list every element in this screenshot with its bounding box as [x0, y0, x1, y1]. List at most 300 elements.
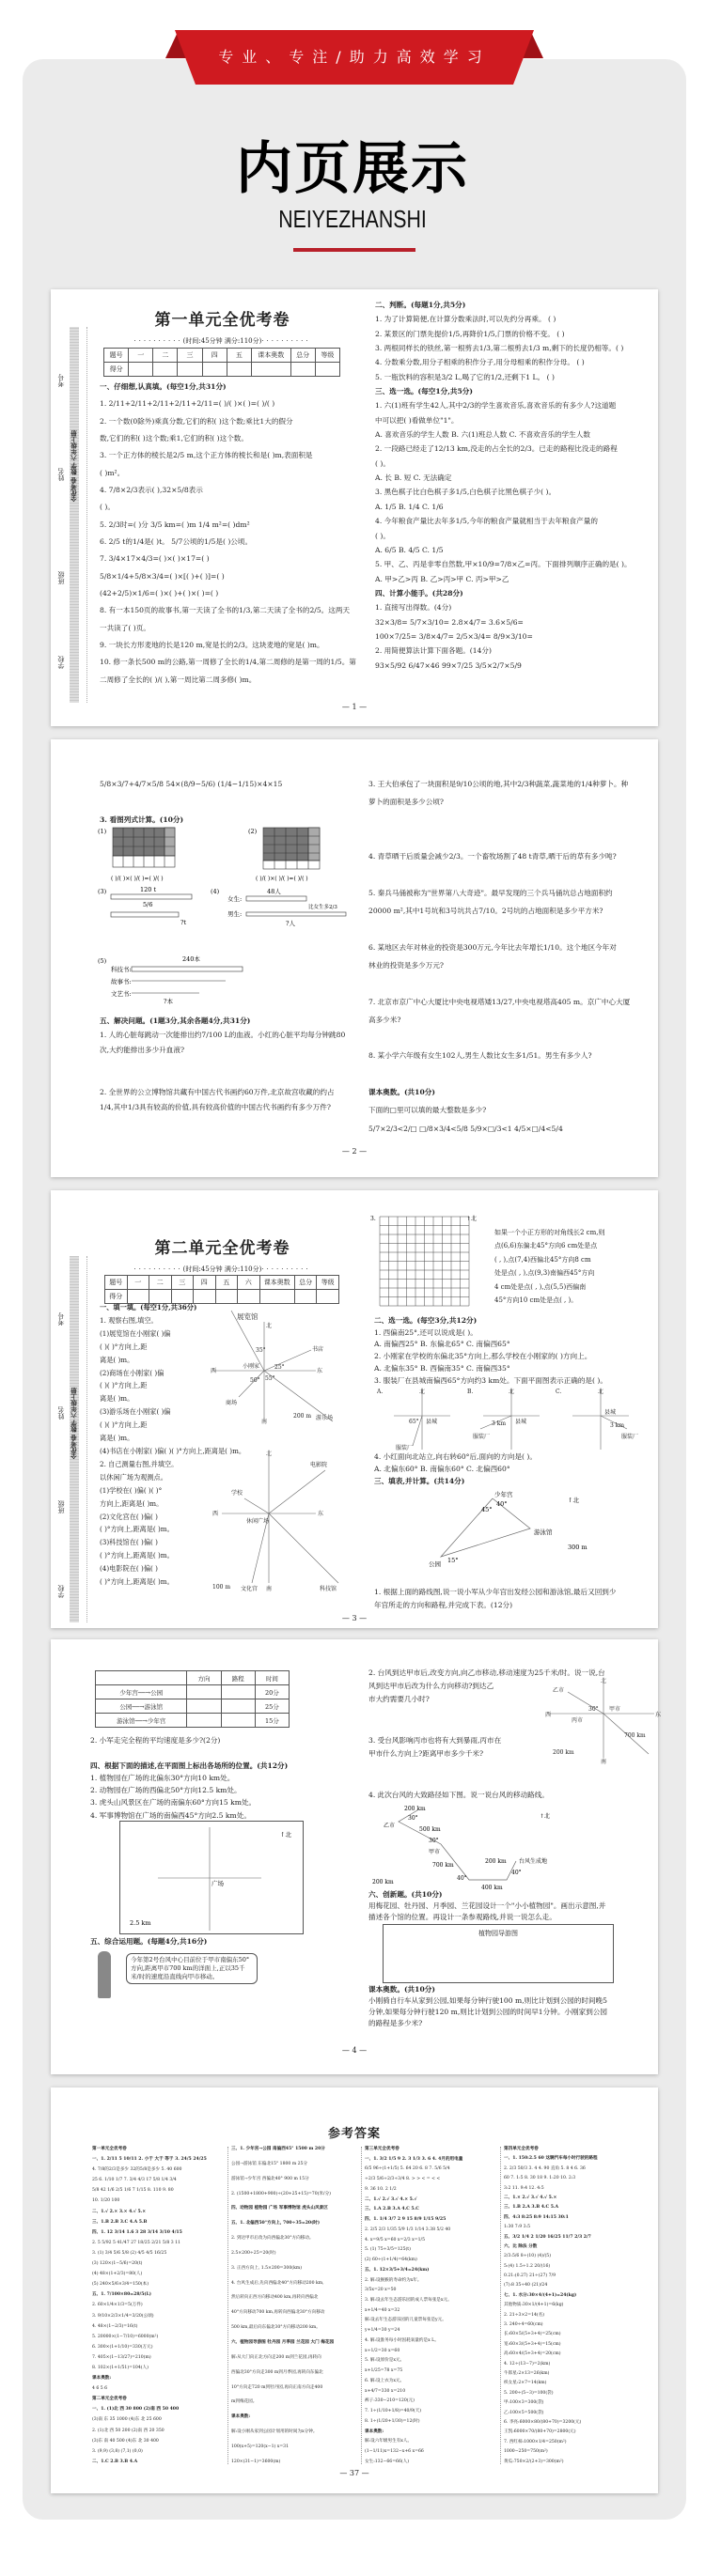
scale-label: 300 m [568, 1544, 588, 1551]
label-cinema: 电影院 [310, 1462, 328, 1468]
label-north: 北 [266, 1451, 273, 1457]
table-cell: 五 [215, 1276, 238, 1290]
text-line: 风到达甲市后改为什么方向移动?到达乙 [368, 1681, 494, 1690]
text-line: 1:30 7:9 3:5 [504, 2225, 531, 2230]
text-line: 5:(4) 1.5÷1.2 20/(16) [504, 2263, 551, 2269]
angle-2: 45° [481, 1506, 493, 1513]
label-angle: 65° [409, 1419, 419, 1425]
title-underline [293, 248, 415, 252]
label-name: 姓名 [57, 1406, 65, 1420]
text-line: 二、1.√ 2.× 3.× 4.√ 5.× [92, 2209, 147, 2214]
table-cell: 课本奥数 [259, 1276, 294, 1290]
text-line: 甲市什么方向上?距离甲市多少千米? [368, 1748, 484, 1758]
text-line: 4. 解:设淮务每小时因耗氧量约是x L。 [365, 2337, 439, 2343]
text-line: 中可以把( )看做单位"1"。 [375, 415, 459, 425]
table-cell: 一 [127, 1276, 149, 1290]
table-cell: 方向 [187, 1671, 221, 1685]
table-cell: 四 [194, 1276, 216, 1290]
scale-label: 2.5 km [130, 1919, 151, 1927]
text-line: 解:从大门向正北方向走200 m到兰花园,再转向 [231, 2354, 321, 2360]
grid-question [494, 1230, 650, 1305]
text-line: 1. 直接写出得数。(4分) [375, 603, 452, 613]
section-title: 内页展示 [236, 136, 469, 202]
text-line: 一、填一填。(每空1分,共36分) [100, 1303, 197, 1311]
text-line: 年宫所走的方向和路程,并完成下表。(12分) [374, 1600, 513, 1609]
text-line: 数,它们的积( )这个数;乘1,它们的积( )这个数。 [100, 433, 248, 442]
text-line: (1)学校在( )偏( )( )° [100, 1485, 163, 1495]
table-cell: 一 [129, 349, 153, 363]
option-diagrams [375, 1388, 648, 1451]
table-cell [187, 1714, 221, 1728]
text-line: 一、1. (1)北 西 30 800 (2)南 西 50 400 [92, 2407, 180, 2413]
text-line: 3. 服装厂在县城南偏西65°方向约3 km处。下面平面图表示正确的是( )。 [374, 1375, 607, 1385]
speech-bubble: 今年第2号台风中心目前位于甲市南偏东50°方向,距离甲市700 km的洋面上,正以35千米/时的速度沿直线向甲市移动。 [126, 1953, 258, 1984]
compass-diagram-1 [212, 1311, 344, 1423]
text-line: 5/7×2/3<2/□ □/8×3/4<5/8 5/9×□/3<1 4/5×□/4<5/4 [368, 1124, 563, 1133]
text-line: 黄瓜:750×2/(2+3)=300(m²) [504, 2459, 564, 2464]
score-cell [259, 1290, 294, 1304]
exam-meta: ····· (时间:45分钟 满分:110分) ····· [102, 1265, 342, 1274]
score-cell [215, 1290, 238, 1304]
text-line [368, 871, 649, 878]
text-line: A. 南偏西25° B. 东偏北65° C. 南偏西65° [374, 1340, 510, 1349]
exam-page-3 [51, 1190, 658, 1628]
text-line: 2. 小军走完全程的平均速度是多少?(2分) [90, 1736, 221, 1745]
label-exhibition-hall: 展览馆 [237, 1312, 258, 1321]
text-line: 裤子:330−210=120(元) [365, 2398, 415, 2404]
table-cell: 四 [202, 349, 227, 363]
text-line: 分钟,如果每分钟行驶120 m,则比计划到公园的时间早1分钟。小刚家到公园 [368, 2007, 607, 2016]
label-city-b: 乙市 [553, 1687, 565, 1694]
text-line: 5. 200÷(5−3)=100(袋) [504, 2390, 554, 2396]
page-title: 第一单元全优考卷 [154, 311, 290, 330]
text-line: 一、1. 150:2.5 60 这辆汽车每小时行驶的路程 [504, 2156, 598, 2162]
text-line: 3. 一个正方体的棱长是2/5 m,这个正方体的棱长和是( )m,表面积是 [100, 451, 313, 460]
text-line: 5/8×1/4+5/8×3/4=( )×[( )+( )]=( ) [100, 571, 225, 581]
text-line: 3. 9/10×2/3×1/4=3/20(公顷) [92, 2313, 154, 2319]
distance-label: 700 km [624, 1732, 646, 1739]
angle-label: 30° [588, 1706, 599, 1713]
text-line: 一共读了( )页。 [100, 623, 150, 632]
table-cell: 路程 [221, 1671, 255, 1685]
score-cell [194, 1290, 216, 1304]
label-origin: 台风生成地 [519, 1858, 548, 1865]
text-line: (2)商场在小刚家( )偏 [100, 1368, 164, 1377]
label-east: 东 [317, 1368, 323, 1374]
text-line: 2. 一段路已经走了12/13 km,没走的占全长的2/3。已走的路程比没走的路程 [375, 444, 618, 454]
text-line: 六、比 除法 分数 [504, 2243, 538, 2249]
guide-map-box [383, 1924, 614, 1983]
text-line: 然后转向正西方向移动400 km,再转向西偏北 [231, 2295, 319, 2301]
page-title: 参考答案 [327, 2127, 381, 2141]
text-line: 三、1.A 2.B 3.A 4.C 5.C [365, 2207, 419, 2212]
text-line: (3) 120×(1−5/6)=20(t) [92, 2261, 143, 2267]
text-line: 500 km,最后向东偏北30°方向移动200 km。 [231, 2325, 321, 2331]
text-line: 5. 甲、乙、丙是非零自然数,甲×10/9=7/8×乙=丙。下面排列顺序正确的是( )。 [375, 560, 632, 569]
text-line: 9. 36 10. 2 1/2 [365, 2186, 397, 2192]
text-line: 2. 5 5/92 5 41/47 27 18/25 2/21 5/8 3 11 [92, 2240, 180, 2245]
table-cell: 六 [238, 1276, 260, 1290]
text-line: 用梅花园、牡丹园、月季园、兰花园设计一个"小小植物园"。画出示意图,并 [368, 1901, 606, 1910]
text-line: 10. 1/20 100 [92, 2198, 120, 2204]
text-line: 二、选一选。(每空3分,共12分) [374, 1316, 478, 1325]
label-park: 公园 [429, 1560, 441, 1568]
teacher-illustration [98, 1951, 111, 1998]
text-line: 3. 虎头山风景区在广场的南偏东60°方向15 km处。 [90, 1798, 257, 1808]
text-line: 7. 405×(1−13/27)=210(m) [92, 2354, 151, 2360]
score-cell [171, 1290, 194, 1304]
table-cell: 题号 [105, 1276, 128, 1290]
typhoon-compass [545, 1678, 662, 1765]
score-cell [127, 1290, 149, 1304]
column-divider [361, 2147, 362, 2464]
text-line: ( )°方向上,距离是( )m。 [100, 1525, 174, 1534]
label-qren: ?人 [286, 920, 295, 927]
text-line: 4. 48×(1−2/3)=16(t) [92, 2323, 138, 2329]
grid-lines [380, 1217, 469, 1306]
text-line [90, 1749, 344, 1757]
text-line: 方向上,距离是( )m。 [100, 1498, 164, 1508]
text-line: 6. 某地区去年对林业的投资是300万元,今年比去年增长1/10。这个地区今年对 [368, 942, 617, 952]
text-line: 1. 六(1)班有学生42人,其中2/3的学生喜欢音乐,喜欢音乐的有多少人?这道题 [375, 401, 617, 411]
table-cell [221, 1714, 255, 1728]
text-line: ( )。 [100, 503, 115, 512]
text-line: 其他物质:30×1/(4+1)=6(kg) [504, 2303, 564, 2308]
score-cell [129, 363, 153, 377]
text-line: 1. 2/11+2/11+2/11+2/11+2/11=( )/( )×( )=( )/( ) [100, 399, 275, 409]
text-line: (42+2/5)×1/6=( )×( )+( )×( )=( ) [100, 588, 219, 597]
label-240: 240本 [182, 955, 200, 963]
text-line [100, 1075, 353, 1082]
angle-2: 30° [429, 1838, 439, 1844]
distance-3: 700 km [432, 1862, 454, 1869]
text-line: 五、1. 7/100×80=28/5(L) [92, 2292, 151, 2298]
label-north: 北 [509, 1389, 515, 1395]
text-line: 长:60×5/(5+3+4)=25(cm) [504, 2332, 561, 2337]
text-line: 3. 解:设去年生态游乐园的成人票每张是x元。 [365, 2298, 452, 2304]
text-line: 的路程是多少米? [368, 2018, 423, 2027]
angle-3: 40° [457, 1875, 467, 1882]
table-cell: 公园──→游泳馆 [96, 1699, 187, 1714]
table-cell: 20分 [255, 1685, 289, 1699]
text-line: 8. 某小学六年级有女生102人,男生人数比女生多1/51。男生有多少人? [368, 1051, 592, 1061]
score-cell [178, 363, 202, 377]
score-table [103, 348, 340, 377]
text-line [368, 835, 649, 843]
text-line: 4. 7/8的2/3是多少 32的5/8是多少 5. 40 600 [92, 2167, 182, 2173]
text-line: 120×(31−1)=3600(m) [231, 2459, 281, 2464]
label-north: 北 [419, 1389, 426, 1395]
label-name: 姓名 [57, 468, 65, 481]
text-line: 4. 青草晒干后质量会减少2/3。一个畜牧场割了48 t青草,晒干后的草有多少吨? [368, 852, 617, 861]
text-line: (3)东 南 40 500 (4)东 北 30 400 [92, 2438, 159, 2444]
q4-wrap [368, 1792, 641, 1801]
text-line: (3)科技馆在( )偏( ) [100, 1538, 158, 1547]
scale-label: 100 m [212, 1584, 231, 1591]
text-line: 1. 人的心脏每跳动一次能排出约7/100 L的血液。小红的心脏平均每分钟跳80 [100, 1031, 346, 1040]
label-bookstore: 书店 [312, 1346, 324, 1353]
text-line: 4. 台风生成后,先向西偏北40°方向移动200 km, [231, 2280, 324, 2286]
text-line: 三、1. 少年宫→公园 南偏西45° 1500 m 20分 [231, 2147, 325, 2151]
label-east: 东 [655, 1712, 662, 1718]
text-line: 3. 黑色棋子比白色棋子多1/5,白色棋子比黑色棋子少( )。 [375, 488, 556, 497]
text-line: 5. 一瓶饮料的容积是3/2 L,喝了它的1/2,还剩下1 L。 ( ) [375, 372, 555, 381]
text-line: A. 6/5 B. 4/5 C. 1/5 [375, 545, 444, 554]
text-line: 市大约需要几小时? [368, 1694, 430, 1703]
label-class: 班级 [57, 1500, 65, 1513]
text-line: A. 喜欢音乐的学生人数 B. 六(1)班总人数 C. 不喜欢音乐的学生人数 [375, 430, 590, 440]
text-line [368, 925, 649, 933]
label-town: 县城 [515, 1419, 527, 1425]
text-line: 3. 王大伯承包了一块面积是9/10公顷的地,其中2/3种蔬菜,蔬菜地的1/4种萝卜。种 [368, 780, 629, 788]
label-town: 县城 [604, 1409, 617, 1416]
text-line: 2. 21÷3×2=14(名) [504, 2312, 545, 2318]
text-line: 女生:132−66=66(人) [365, 2459, 410, 2464]
text-line: x+1/25=78 x=75 [365, 2368, 403, 2374]
label-science-museum: 科技馆 [320, 1586, 337, 1592]
typhoon-question-2 [368, 1668, 605, 1703]
text-line: 课本奥数: [365, 2429, 384, 2434]
answer-column-2 [231, 2147, 357, 2464]
text-line: 2. (1)北 西 50 200 (2)南 西 20 350 [92, 2428, 164, 2433]
text-line: 6. 李亮:6000×80/(80+70)=3200(元) [504, 2419, 582, 2425]
text-line: 5. 20000×(1−7/10)=6000(m²) [92, 2334, 159, 2339]
text-line: 四、1. 1/4 3/7 2 9 15 8/9 1/15 9/25 [365, 2217, 446, 2223]
label-distance: 3 km [610, 1422, 625, 1429]
right-column [375, 302, 648, 670]
text-line: 二、1.√ 2.√ 3.√ 4.× 5.√ [365, 2196, 417, 2202]
text-line: 10°方向走720 m到牡丹园,再向正南方向走400 [231, 2384, 323, 2390]
answer-page [51, 2087, 658, 2493]
text-line: ( )。 [375, 458, 390, 468]
score-cell [290, 363, 315, 377]
text-line: 2. 到达甲市后改为向西偏北30°方向移动。 [231, 2236, 314, 2242]
label-plaza: 广场 [212, 1880, 224, 1887]
slogan-ribbon-text-wrap [165, 30, 543, 88]
route-diagram [427, 1489, 605, 1583]
text-line: 8. 1÷(1/20+1/30)=12(时) [365, 2418, 420, 2424]
label-120t: 120 t [140, 886, 157, 893]
text-line: 1. 为了计算简便,在计算分数乘法时,可以先约分再乘。 ( ) [375, 315, 556, 324]
angle-3: 15° [447, 1557, 459, 1564]
label-city-c: 丙市 [572, 1717, 584, 1724]
text-line: 3. 正西方向上, 1.5×200=300(km) [231, 2265, 302, 2271]
text-line: 公园→游泳馆 东偏北15° 1800 m 25分 [231, 2161, 308, 2166]
label-west: 西 [211, 1368, 217, 1374]
text-line: 4. 7/8×2/3表示( ),32×5/8表示 [100, 485, 203, 494]
text-line: 第四单元全优考卷 [504, 2147, 539, 2151]
text-line: ( )m²。 [100, 468, 125, 477]
text-line: 一、仔细想,认真填。(每空1分,共31分) [100, 382, 227, 391]
text-line: 四、计算小能手。(共28分) [375, 588, 463, 597]
text-line: 5/8 42 1/6 2/5 1/6 7 1/15 8. 110 9. 80 [92, 2188, 174, 2194]
text-line: 2. 用简便算法计算下面各题。(14分) [375, 646, 492, 656]
label-distance: 3 km [492, 1420, 507, 1427]
text-line: 游泳馆→少年宫 西偏北40° 900 m 15分 [231, 2176, 309, 2181]
text-line: 60 7. 1:5 8. 30 18 9. 1:20 10. 2:3 [504, 2176, 576, 2181]
text-line: 西偏北30°方向走300 m到月季园,再转向东偏北 [231, 2369, 323, 2375]
table-cell: 二 [153, 349, 178, 363]
text-line: 2. 台风到达甲市后,改变方向,向乙市移动,移动速度为25千米/时。说一说,台 [368, 1668, 605, 1677]
text-line: 4. 分数乘分数,用分子相乘的积作分子,用分母相乘的积作分母。 ( ) [375, 358, 585, 367]
text-line: 93×5/92 6/47×46 99×7/25 3/5×2/7×5/9 [375, 660, 522, 670]
page-number: — 4 — [341, 2046, 368, 2055]
text-line: 处是点( , ),点(9,3)南偏西45°方向 [494, 1269, 595, 1278]
text-line: 第三单元全优考卷 [365, 2147, 400, 2151]
text-line: 8. 有一本150页的故事书,第一天读了全书的1/3,第二天读了全书的2/5。这两天 [100, 606, 351, 615]
table-cell: 得分 [104, 363, 129, 377]
text-line: 8. 102×(1+1/51)=104(人) [92, 2365, 149, 2370]
text-line: 离是( )m。 [100, 1355, 134, 1364]
text-line: ( )( )°方向上,距 [100, 1420, 148, 1430]
compass-diagram-2 [212, 1451, 344, 1592]
text-line: 二周修了全长的( )/( ),第一周比第二周多修( )m。 [100, 675, 257, 684]
text-line: 四、4:3 8:25 8:9 14:15 30:1 [504, 2214, 569, 2220]
left-problems [100, 1017, 353, 1111]
option-b-label: B. [467, 1389, 474, 1395]
text-line: 如果一个小正方形的对角线长2 cm,则 [494, 1229, 605, 1236]
page-number: — 2 — [341, 1147, 368, 1156]
text-line: 一、1. 3/2 1/5 9 2. 3 1/3 3. 6 4. 4月的用电量 [365, 2156, 463, 2162]
section-subtitle: NEIYEZHANSHI [278, 205, 427, 233]
text-line: 6. 2/5 t的1/4是( )t。 5/7公顷的1/5是( )公顷。 [100, 536, 253, 546]
north-arrow: ↑北 [568, 1497, 579, 1504]
label-factory: 服装厂 [621, 1434, 639, 1440]
page-number: — 37 — [339, 2469, 369, 2477]
text-line: 五、1. 北偏西50°方向上, 700÷35=20(时) [231, 2221, 321, 2227]
text-line: 2. 动物园在广场的西偏北50°方向12.5 km处。 [90, 1786, 242, 1795]
text-line: 0.21:(0.27) 21÷(27) 7/9 [504, 2273, 556, 2279]
text-line: (5) 240×5/6×3/4=150(本) [92, 2282, 149, 2288]
text-line: A. 北偏东60° B. 南偏东60° C. 北偏西60° [374, 1464, 510, 1473]
label-north: 北 [598, 1389, 604, 1395]
text-line: 课本奥数。(共10分) [368, 1088, 435, 1097]
text-line: 解:设六年级男生有x人。 [365, 2439, 413, 2444]
label-fraction: 5/6 [143, 901, 153, 908]
text-line: ( )°方向上,距离是( )m。 [100, 1577, 174, 1587]
label-2: (2) [248, 828, 258, 835]
left-column [100, 382, 356, 684]
text-line: 2. 小刚家在学校的东偏北35°方向上,那么学校在小刚家的( )方向上。 [374, 1352, 592, 1361]
text-line: 2. (1500+1800+900)÷(20+25+15)=70(米/分) [231, 2191, 331, 2196]
text-line: ( )°方向上,距离是( )m。 [100, 1551, 174, 1560]
text-line: 100×7/25= 3/8×4/7= 2/5×3/4= 8/9×3/10= [375, 631, 533, 641]
text-line: 2. 全世界的公立博物馆共藏有中国古代书画约60万件,北京故宫收藏的约占 [100, 1088, 335, 1097]
scale-label: 200 m [293, 1413, 312, 1420]
text-line: 45°方向10 cm处是点( , )。 [494, 1296, 578, 1305]
text-line: 离是( )m。 [100, 1394, 134, 1404]
text-line: 3. (9,9) (3,8) (7,1) (0,0) [92, 2448, 143, 2454]
typhoon-question-3 [368, 1737, 528, 1758]
text-line: 4. 今年粮食产量比去年多1/5,今年的粮食产量就相当于去年粮食产量的 [375, 517, 598, 526]
text-line: (2)文化宫在( )偏( ) [100, 1512, 158, 1521]
exam-page-4 [51, 1639, 662, 2074]
text-line: 五、3/2 1/4 2 1/20 16/25 11/7 2/3 2/7 [504, 2234, 591, 2240]
plan-map [119, 1821, 304, 1934]
text-line: 2. 2/5 2/3 1/35 5/9 1/3 1/14 3.38 5/2 40 [365, 2227, 451, 2232]
text-line: 解:设小刚从家到公园计划用的时间为x分钟。 [231, 2429, 318, 2435]
table-cell: 五 [227, 349, 251, 363]
choice-section [374, 1317, 649, 1385]
equation-2: ( )/( )×( )/( )=( )/( ) [256, 876, 308, 882]
table-cell: 等级 [317, 1276, 339, 1290]
table-cell [187, 1685, 221, 1699]
score-cell [315, 363, 339, 377]
option-c-label: C. [556, 1389, 562, 1395]
text-line: 七、1. 水分:30×4/(4+1)=24(kg) [504, 2292, 577, 2298]
column-divider [500, 2147, 501, 2464]
text-line: 小刚骑自行车从家到公园,如果每分钟行驶100 m,则比计划到公园的时间晚5 [368, 1995, 607, 2005]
text-line: 宽:60×3/(5+3+4)=15(cm) [504, 2341, 561, 2347]
text-line: x÷1/2=30 x=60 [365, 2348, 400, 2353]
text-line: 点(6,6)东偏北45°方向6 cm处是点 [494, 1242, 598, 1250]
binding-strip [56, 327, 90, 703]
label-south: 南 [266, 1586, 273, 1592]
page-title: 第二单元全优考卷 [154, 1239, 290, 1258]
table-cell: 少年宫──→公园 [96, 1685, 187, 1699]
label-town: 县城 [426, 1419, 438, 1425]
text-line: 4 cm处是点( , ),点(5,5)西偏南 [494, 1282, 587, 1291]
text-line: 5. (1) 75÷3/5=125(t) [365, 2247, 411, 2253]
label-amusement-park: 游乐场 [316, 1415, 334, 1421]
text-line: ( )( )°方向上,距 [100, 1381, 148, 1390]
text-line: 3. (1) 3/4 5/6 5/8 (2) 4/5 4/5 16/25 [92, 2250, 167, 2256]
text-line: 3:2 11. 9:4 12. 4:5 [504, 2185, 544, 2191]
text-line: 20000 m²,其中1号坑和3号坑共占7/10。2号坑的占地面积是多少平方米? [368, 907, 603, 916]
label-city-a: 甲市 [429, 1849, 441, 1855]
text-line: 5/8×3/7+4/7×5/8 54×(8/9−5/6) (1/4−1/15)×4×15 [100, 780, 283, 788]
text-line: 2. 自己测量右图,并填空。 [100, 1459, 179, 1468]
label-story: 故事书: [111, 978, 132, 985]
table-cell: 总分 [290, 349, 315, 363]
text-line: 五、解决问题。(1题3分,其余各题4分,共31分) [100, 1016, 251, 1025]
text-line: 2/3:5/6 8÷(10) (4)/(5) [504, 2254, 552, 2259]
text-line: 3/5x=20 x=50 [365, 2288, 397, 2293]
table-cell [221, 1699, 255, 1714]
label-plaza: 休闲广场 [246, 1518, 270, 1525]
text-line: (2) 60÷(1+1/4)=64(km) [365, 2258, 417, 2263]
table-question [374, 1589, 649, 1609]
option-c-diagram [572, 1389, 629, 1450]
angle-4: 35° [256, 1347, 266, 1354]
text-line: 六、植物园导游图 牡丹园 月季园 兰花园 大门 梅花园 [231, 2339, 335, 2345]
label-4: (4) [211, 888, 220, 895]
score-cell [317, 1290, 339, 1304]
text-line: 2. 某景区的门票先提价1/5,再降价1/5,门票的价格不变。 ( ) [375, 329, 565, 338]
text-line: 5. 秦兵马俑被称为"世界第八大奇迹"。最早发现的三个兵马俑坑总占地面积约 [368, 888, 613, 897]
scale-label: 200 km [553, 1749, 574, 1756]
label-factory: 服装厂 [473, 1434, 491, 1440]
text-line: 课本奥数: [92, 2376, 112, 2382]
label-qt: ?t [180, 919, 187, 926]
text-line: 7. 3/4×17×4/3=( )×( )×17=( ) [100, 554, 210, 564]
page-number: — 1 — [341, 703, 368, 711]
text-line: 2.5×200÷25=20(时) [231, 2250, 276, 2256]
score-cell [149, 1290, 172, 1304]
text-line: (3)南 东 35 1000 (4)东 北 25 600 [92, 2417, 162, 2423]
grid-figure-1 [113, 828, 175, 867]
text-line: 40°方向移动700 km,再转向西偏北30°方向移动 [231, 2310, 325, 2316]
page-number: — 3 — [341, 1614, 368, 1622]
label-1: (1) [98, 828, 107, 835]
label-sci: 科技书: [111, 966, 132, 973]
exam-page-1 [51, 289, 658, 726]
label-west: 西 [545, 1712, 552, 1718]
distance-2: 500 km [419, 1826, 441, 1833]
text-line: 10. 修一条长500 m的公路,第一周修了全长的1/4,第二周修的是第一周的1/5。第 [100, 658, 356, 667]
text-line: 三、选一选。(每空1分,共5分) [375, 387, 473, 396]
score-cell [251, 363, 290, 377]
